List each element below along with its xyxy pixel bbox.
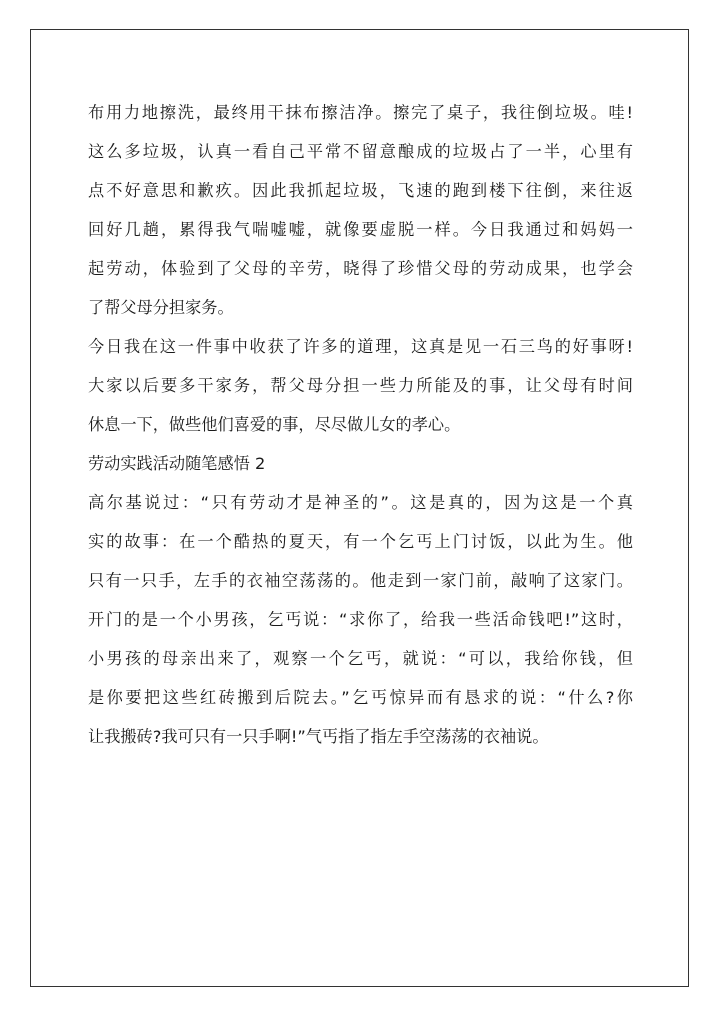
- text-line: 大家以后要多干家务，帮父母分担一些力所能及的事，让父母有时间: [88, 376, 633, 395]
- text-line: 了帮父母分担家务。: [88, 298, 234, 317]
- section-heading: 劳动实践活动随笔感悟 2: [88, 454, 266, 473]
- text-line: 实的故事：在一个酷热的夏天，有一个乞丐上门讨饭，以此为生。他: [88, 532, 633, 551]
- document-body: [88, 93, 633, 756]
- text-line: 点不好意思和歉疚。因此我抓起垃圾，飞速的跑到楼下往倒，来往返: [88, 181, 633, 200]
- text-line: 布用力地擦洗，最终用干抹布擦洁净。擦完了桌子，我往倒垃圾。哇!: [88, 103, 633, 122]
- paragraph-start-line: 高尔基说过：“只有劳动才是神圣的”。这是真的，因为这是一个真: [88, 493, 633, 512]
- text-line: 小男孩的母亲出来了，观察一个乞丐，就说：“可以，我给你钱，但: [88, 649, 633, 668]
- text-line: 让我搬砖?我可只有一只手啊!”气丐指了指左手空荡荡的衣袖说。: [88, 727, 549, 746]
- text-line: 只有一只手，左手的衣袖空荡荡的。他走到一家门前，敲响了这家门。: [88, 571, 633, 590]
- text-line: 休息一下，做些他们喜爱的事，尽尽做儿女的孝心。: [88, 415, 461, 434]
- text-line: 这么多垃圾，认真一看自己平常不留意酿成的垃圾占了一半，心里有: [88, 142, 633, 161]
- text-line: 回好几趟，累得我气喘嘘嘘，就像要虚脱一样。今日我通过和妈妈一: [88, 220, 633, 239]
- text-line: 起劳动，体验到了父母的辛劳，晓得了珍惜父母的劳动成果，也学会: [88, 259, 633, 278]
- text-line: 开门的是一个小男孩，乞丐说：“求你了，给我一些活命钱吧!”这时，: [88, 610, 633, 629]
- text-line: 是你要把这些红砖搬到后院去。”乞丐惊异而有恳求的说：“什么?你: [88, 688, 633, 707]
- paragraph-start-line: 今日我在这一件事中收获了许多的道理，这真是见一石三鸟的好事呀!: [88, 337, 633, 356]
